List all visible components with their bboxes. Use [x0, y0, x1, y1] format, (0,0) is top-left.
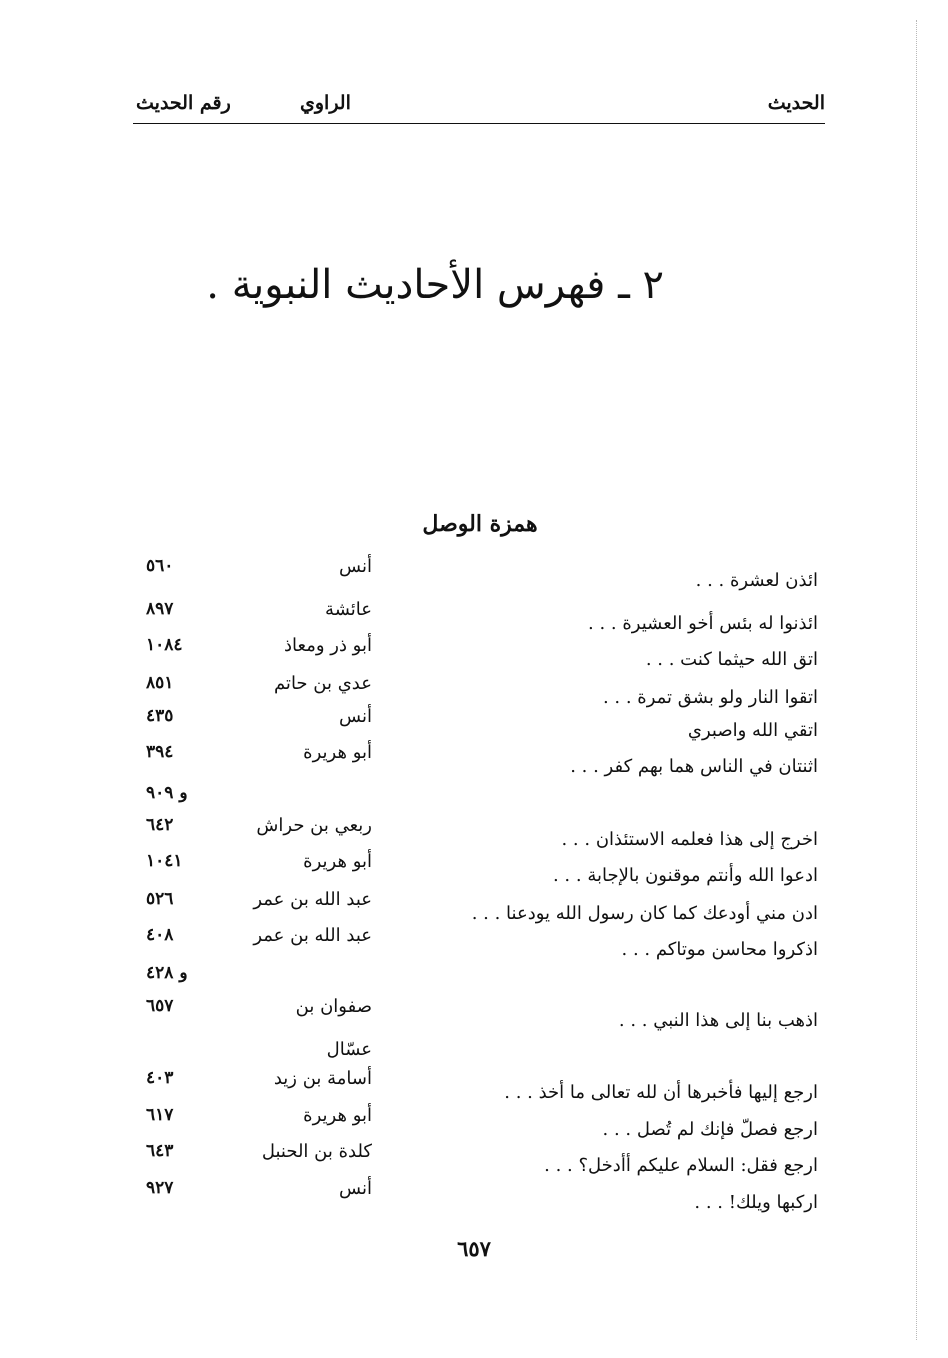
hadith-text: اركبها ويلك! . . .	[694, 1192, 818, 1213]
narrator: صفوان بن	[295, 996, 372, 1017]
hadith-text: ارجع فقل: السلام عليكم أأدخل؟ . . .	[544, 1155, 818, 1176]
narrator: ربعي بن حراش	[256, 815, 372, 836]
index-row	[0, 851, 948, 887]
hadith-number-continuation: و ٩٠٩	[146, 783, 188, 803]
hadith-number: ٤٣٥	[146, 706, 174, 726]
hadith-text: ادعوا الله وأنتم موقنون بالإجابة . . .	[552, 865, 818, 886]
narrator: عبد الله بن عمر	[253, 925, 372, 946]
hadith-number: ٨٩٧	[146, 599, 174, 619]
page-title: ٢ ـ فهرس الأحاديث النبوية .	[206, 262, 664, 308]
index-row	[0, 889, 948, 925]
index-row	[0, 673, 948, 709]
hadith-text: ادن مني أودعك كما كان رسول الله يودعنا . . .	[471, 903, 818, 924]
hadith-number: ٤٠٣	[146, 1068, 174, 1088]
column-header-narrator: الراوي	[300, 92, 351, 114]
hadith-number-continuation: و ٤٢٨	[146, 963, 188, 983]
hadith-number: ٦٥٧	[146, 996, 174, 1016]
hadith-text: اخرج إلى هذا فعلمه الاستئذان . . .	[561, 829, 818, 850]
column-header-number: رقم الحديث	[136, 92, 231, 114]
index-row	[0, 1068, 948, 1104]
narrator: عدي بن حاتم	[273, 673, 372, 694]
hadith-text: ائذنوا له بئس أخو العشيرة . . .	[588, 613, 818, 634]
hadith-number: ١٠٤١	[146, 851, 183, 871]
narrator: أبو هريرة	[303, 851, 372, 872]
hadith-number: ٦٤٣	[146, 1141, 174, 1161]
narrator: عائشة	[325, 599, 372, 620]
narrator: أبو هريرة	[303, 742, 372, 763]
hadith-number: ٦١٧	[146, 1105, 174, 1125]
hadith-number: ٣٩٤	[146, 742, 174, 762]
hadith-number: ١٠٨٤	[146, 635, 183, 655]
hadith-number: ٦٤٢	[146, 815, 174, 835]
hadith-number: ٨٥١	[146, 673, 174, 693]
hadith-text: اثنتان في الناس هما بهم كفر . . .	[570, 756, 818, 777]
index-row	[0, 996, 948, 1032]
index-row	[0, 599, 948, 635]
narrator: كلدة بن الحنبل	[261, 1141, 372, 1162]
hadith-text: اذكروا محاسن موتاكم . . .	[621, 939, 818, 960]
column-header-hadith: الحديث	[767, 92, 825, 114]
index-row	[0, 742, 948, 778]
narrator: أنس	[339, 706, 372, 727]
hadith-text: اتقي الله واصبري	[687, 720, 818, 741]
index-row	[0, 1141, 948, 1177]
index-row	[0, 635, 948, 671]
index-row	[0, 1178, 948, 1214]
section-heading: همزة الوصل	[422, 511, 538, 537]
index-row	[0, 706, 948, 742]
index-row	[0, 556, 948, 592]
index-row	[0, 1105, 948, 1141]
hadith-text: اتق الله حيثما كنت . . .	[645, 649, 818, 670]
narrator: أبو ذر ومعاذ	[284, 635, 372, 656]
narrator: أنس	[339, 556, 372, 577]
narrator: أنس	[339, 1178, 372, 1199]
hadith-text: ارجع فصلّ فإنك لم تُصل . . .	[602, 1119, 818, 1140]
hadith-text: اذهب بنا إلى هذا النبي . . .	[618, 1010, 818, 1031]
hadith-number: ٤٠٨	[146, 925, 174, 945]
hadith-number: ٩٢٧	[146, 1178, 174, 1198]
narrator-continuation: عسّال	[326, 1039, 372, 1060]
narrator: عبد الله بن عمر	[253, 889, 372, 910]
narrator: أسامة بن زيد	[273, 1068, 372, 1089]
narrator: أبو هريرة	[303, 1105, 372, 1126]
index-row	[0, 925, 948, 961]
header-divider	[133, 123, 825, 124]
page-number: ٦٥٧	[457, 1236, 491, 1261]
hadith-number: ٥٢٦	[146, 889, 174, 909]
hadith-text: اتقوا النار ولو بشق تمرة . . .	[602, 687, 818, 708]
hadith-text: ائذن لعشرة . . .	[695, 570, 818, 591]
binding-gutter	[916, 20, 917, 1340]
index-row	[0, 815, 948, 851]
hadith-text: ارجع إليها فأخبرها أن لله تعالى ما أخذ . . .	[504, 1082, 818, 1103]
hadith-number: ٥٦٠	[146, 556, 174, 576]
